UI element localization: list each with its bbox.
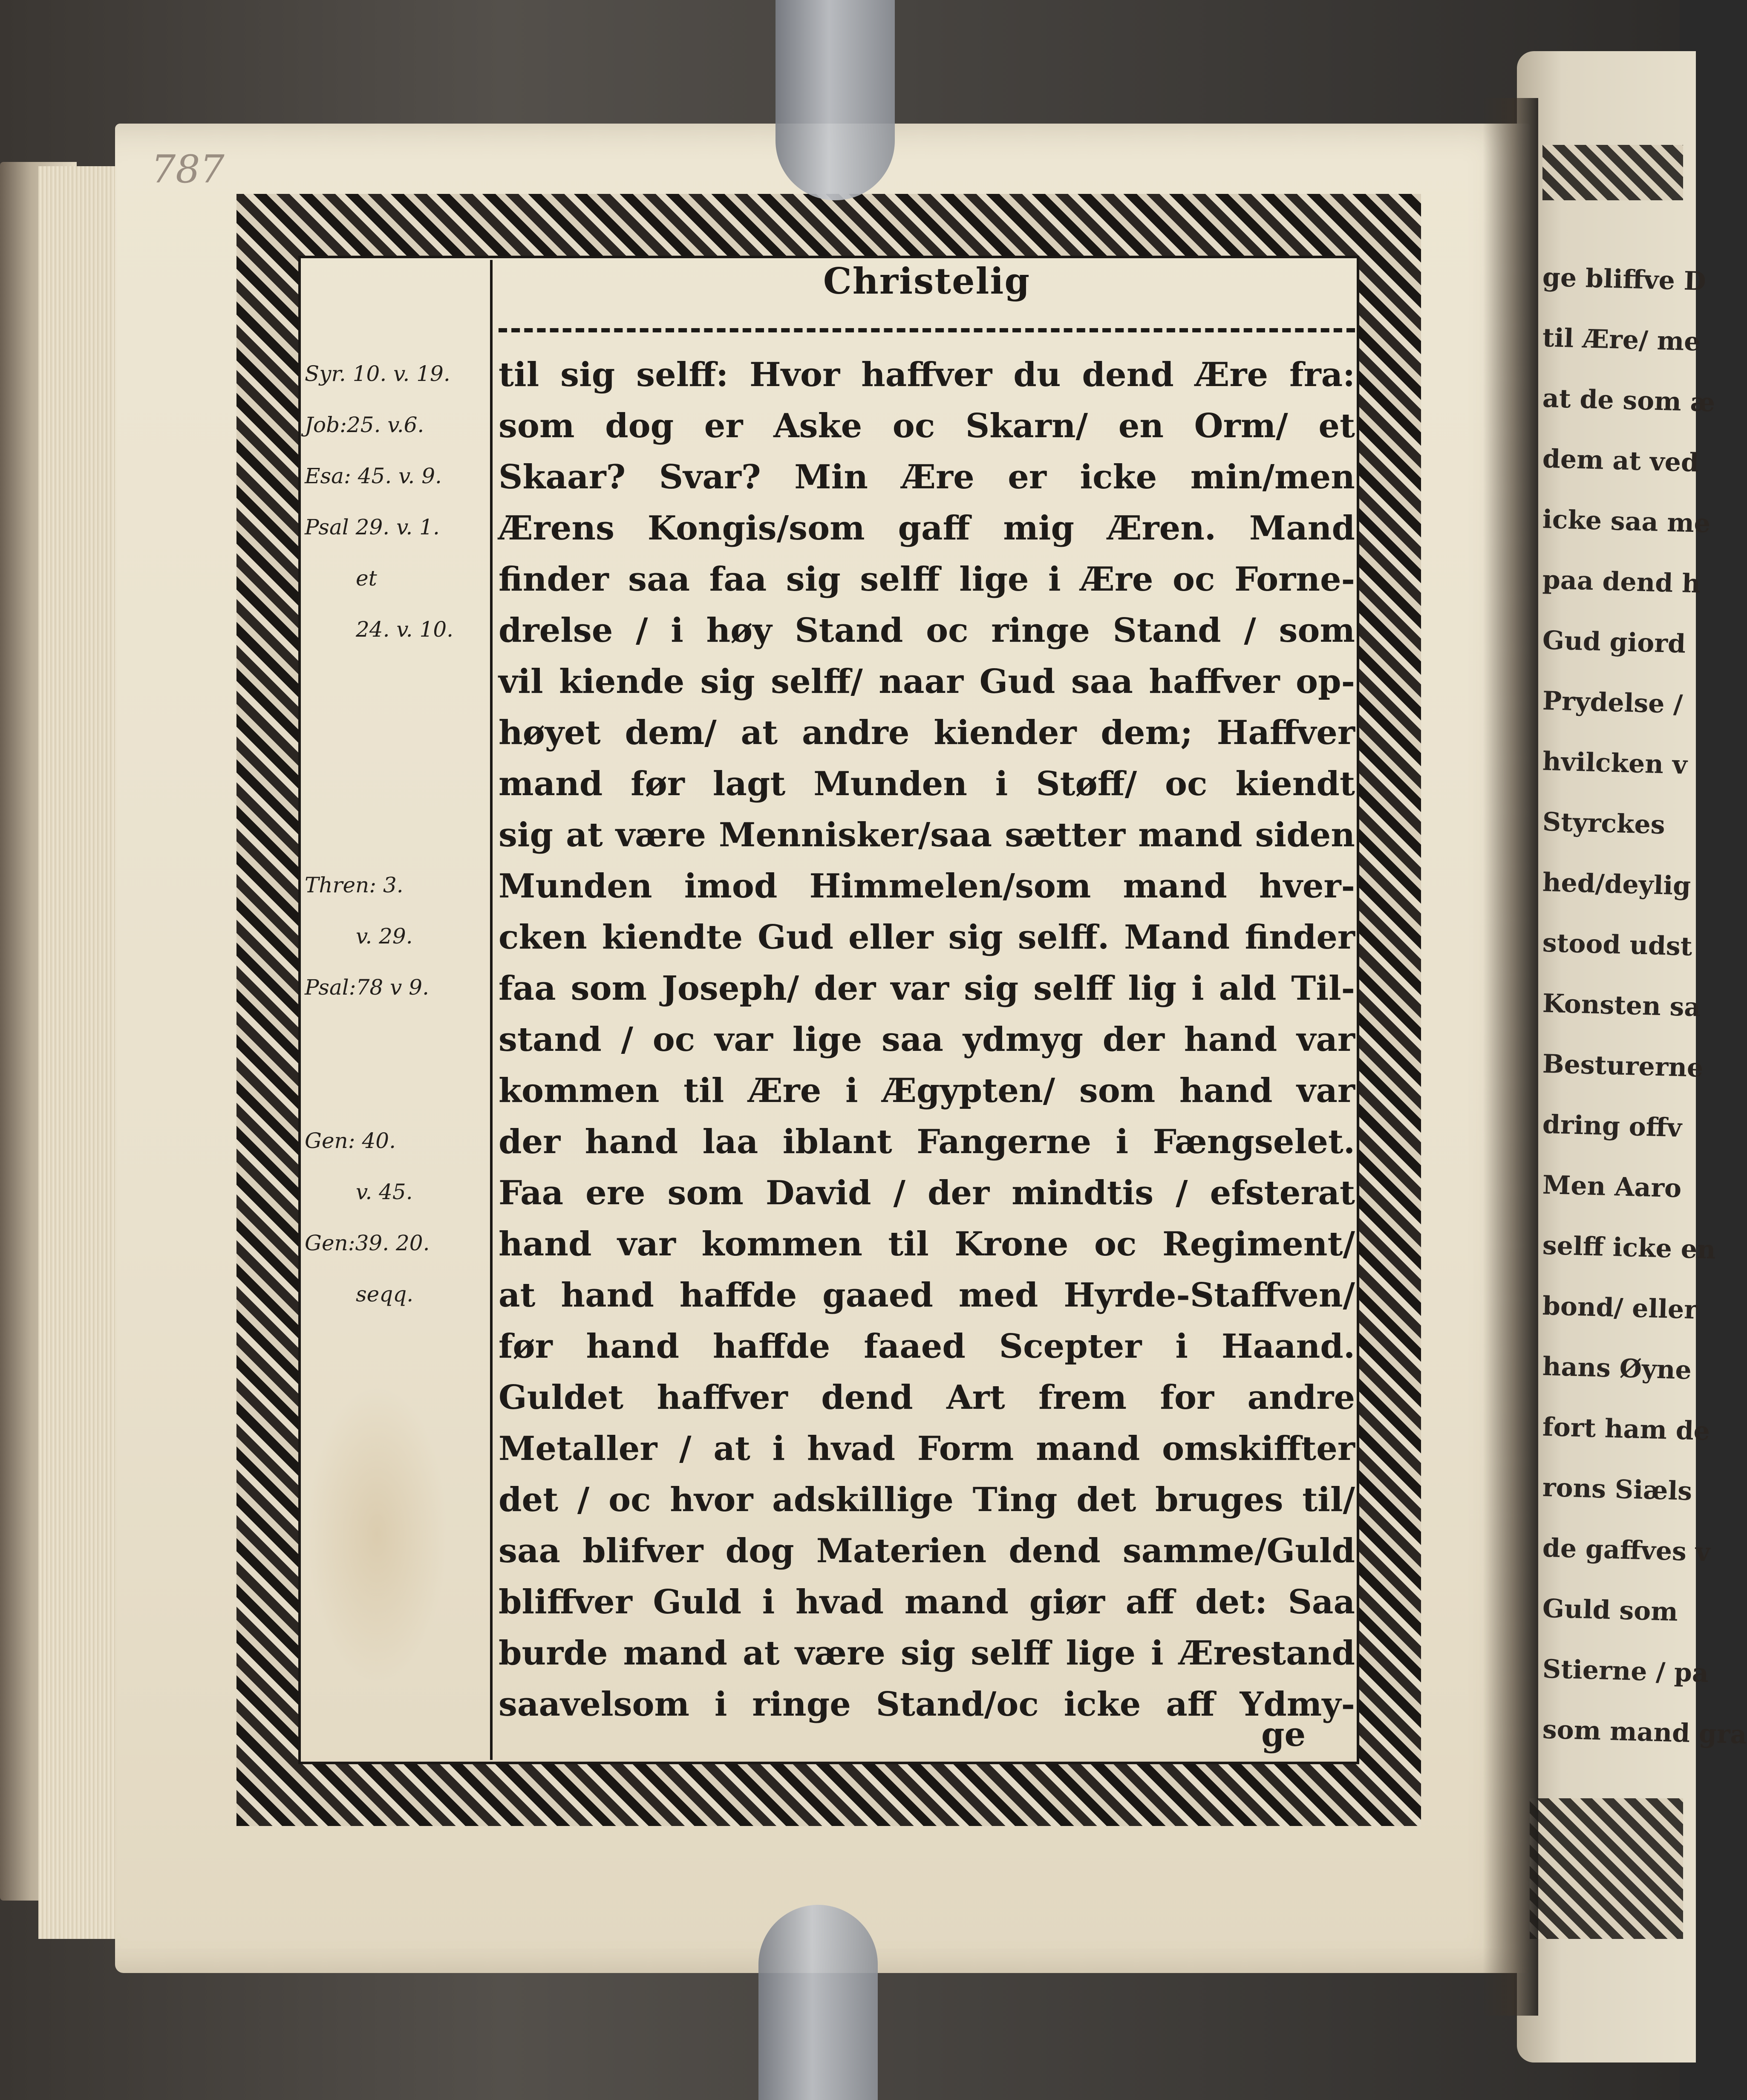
margin-note: Thren: 3. [305,873,404,897]
text-line: at hand haffde gaaed med Hyrde-Staffven/ [499,1276,1355,1315]
right-page-line: hed/deylig [1542,867,1692,901]
right-page-line: paa dend h [1542,565,1701,599]
text-line: sig at være Mennisker/saa sætter mand siden [499,816,1355,854]
text-line: til sig selff: Hvor haffver du dend Ære fra: [499,355,1355,394]
right-page-line: hans Øyne [1542,1351,1692,1385]
page-clip-top [775,0,895,200]
gutter-shadow [1483,98,1538,2016]
right-page-line: Konsten sa [1542,988,1701,1023]
right-page-line: hvilcken v [1542,746,1688,780]
margin-rule [490,260,493,1760]
margin-note: Job:25. v.6. [305,412,424,437]
text-line: høyet dem/ at andre kiender dem; Haffver [499,713,1355,752]
margin-note: v. 45. [356,1180,413,1204]
page-clip-bottom [758,1905,878,2100]
head-rule [499,328,1355,332]
margin-note: Gen: 40. [305,1128,396,1153]
right-page-line: Gud giord [1542,625,1686,659]
text-line: Faa ere som David / der mindtis / efsterat [499,1174,1355,1212]
text-line: faa som Joseph/ der var sig selff lig i ald Til- [499,969,1355,1008]
margin-note: Psal 29. v. 1. [305,515,440,539]
text-line: der hand laa iblant Fangerne i Fængselet. [499,1122,1355,1161]
text-line: det / oc hvor adskillige Ting det bruges til/ [499,1480,1355,1519]
right-page-ornament-bottom [1525,1798,1683,1939]
right-page-line: dring offv [1542,1109,1682,1143]
right-page-line: selff icke en [1542,1230,1716,1265]
margin-note: 24. v. 10. [356,617,454,642]
margin-note: seqq. [356,1282,414,1307]
margin-note: Psal:78 v 9. [305,975,429,1000]
text-line: saavelsom i ringe Stand/oc icke aff Ydmy- [499,1685,1355,1724]
text-line: Munden imod Himmelen/som mand hver- [499,867,1355,906]
right-page-line: Guld som [1542,1593,1678,1627]
right-page-line: ge bliffve D [1542,262,1707,297]
right-page-line: at de som æ [1542,383,1716,418]
text-line: stand / oc var lige saa ydmyg der hand var [499,1020,1355,1059]
right-page-line: de gaffves v [1542,1533,1711,1568]
text-line: cken kiendte Gud eller sig selff. Mand finder [499,918,1355,957]
text-line: hand var kommen til Krone oc Regiment/ [499,1225,1355,1263]
margin-note: v. 29. [356,924,413,949]
text-line: Ærens Kongis/som gaff mig Æren. Mand [499,509,1355,548]
right-page-line: dem at ved [1542,444,1699,478]
right-page-line: som mand gra [1542,1714,1747,1750]
margin-note: Syr. 10. v. 19. [305,361,450,386]
catchword: ge [1261,1715,1306,1754]
text-line: Metaller / at i hvad Form mand omskiffter [499,1429,1355,1468]
text-line: bliffver Guld i hvad mand giør aff det: Saa [499,1583,1355,1621]
text-line: før hand haffde faaed Scepter i Haand. [499,1327,1355,1366]
text-line: mand før lagt Munden i Støff/ oc kiendt [499,764,1355,803]
text-line: saa blifver dog Materien dend samme/Guld [499,1532,1355,1570]
text-line: Guldet haffver dend Art frem for andre [499,1378,1355,1417]
text-line: Skaar? Svar? Min Ære er icke min/men [499,458,1355,496]
right-page-line: Styrckes [1542,807,1666,840]
text-line: som dog er Aske oc Skarn/ en Orm/ et [499,407,1355,445]
right-page-line: Prydelse / [1542,686,1684,720]
right-page-line: til Ære/ me [1542,323,1701,357]
margin-note: Esa: 45. v. 9. [305,464,442,488]
right-page-line: Besturerne [1542,1049,1704,1083]
text-line: burde mand at være sig selff lige i Ærestand [499,1634,1355,1673]
running-head: Christelig [823,260,1031,302]
right-page-ornament-top [1542,145,1683,200]
margin-note: Gen:39. 20. [305,1231,430,1255]
right-page-line: fort ham de [1542,1412,1710,1447]
text-line: kommen til Ære i Ægypten/ som hand var [499,1071,1355,1110]
right-page-line: icke saa me [1542,504,1711,539]
right-page-line: bond/ eller [1542,1291,1698,1325]
right-page-line: rons Siæls [1542,1472,1692,1506]
text-line: finder saa faa sig selff lige i Ære oc Forne- [499,560,1355,599]
text-line: vil kiende sig selff/ naar Gud saa haffver op- [499,662,1355,701]
right-page-line: stood udst [1542,928,1693,962]
folio-mark: 787 [151,147,225,192]
margin-note: et [356,566,377,591]
text-line: drelse / i høy Stand oc ringe Stand / som [499,611,1355,650]
right-page-line: Stierne / pa [1542,1654,1709,1689]
right-page-line: Men Aaro [1542,1170,1682,1204]
